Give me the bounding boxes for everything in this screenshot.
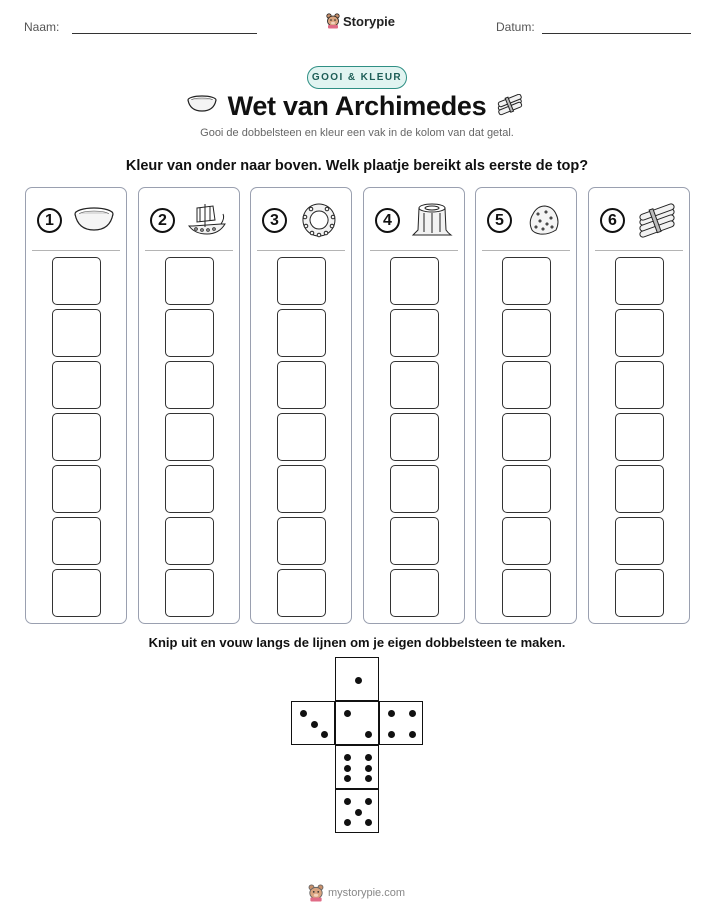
column-divider xyxy=(482,250,570,251)
storypie-bear-icon xyxy=(308,884,324,902)
cut-instruction: Knip uit en vouw langs de lijnen om je eigen dobbelsteen te maken. xyxy=(148,635,566,650)
column-number: 5 xyxy=(487,208,512,233)
column-divider xyxy=(145,250,233,251)
dice-pip xyxy=(409,710,416,717)
color-cell[interactable] xyxy=(52,309,101,357)
dice-pip xyxy=(365,819,372,826)
dice-pip xyxy=(300,710,307,717)
name-label: Naam: xyxy=(24,20,60,34)
dice-pip xyxy=(388,710,395,717)
instruction-text: Kleur van onder naar boven. Welk plaatje bereikt als eerste de top? xyxy=(125,158,589,174)
color-cell[interactable] xyxy=(615,361,664,409)
column-number: 3 xyxy=(262,208,287,233)
column-3 xyxy=(250,187,352,624)
storypie-bear-icon xyxy=(326,13,340,29)
dice-pip xyxy=(344,765,351,772)
dice-face-3 xyxy=(291,701,335,745)
subtitle: Gooi de dobbelsteen en kleur een vak in de kolom van dat getal. xyxy=(200,127,514,139)
dice-pip xyxy=(344,819,351,826)
color-cell[interactable] xyxy=(52,257,101,305)
activity-badge: GOOI & KLEUR xyxy=(307,66,407,89)
dice-face-6 xyxy=(335,745,379,789)
color-cell[interactable] xyxy=(390,569,439,617)
color-cell[interactable] xyxy=(390,257,439,305)
dice-pip xyxy=(365,775,372,782)
ship-icon xyxy=(185,200,229,240)
color-cell[interactable] xyxy=(502,413,551,461)
color-cell[interactable] xyxy=(277,309,326,357)
color-cell[interactable] xyxy=(390,361,439,409)
bowl-icon xyxy=(72,200,116,240)
color-cell[interactable] xyxy=(52,569,101,617)
dice-pip xyxy=(365,798,372,805)
color-cell[interactable] xyxy=(52,413,101,461)
color-cell[interactable] xyxy=(502,569,551,617)
color-cell[interactable] xyxy=(615,517,664,565)
dice-pip xyxy=(388,731,395,738)
dice-face-2 xyxy=(335,701,379,745)
dice-pip xyxy=(344,798,351,805)
brand-name: Storypie xyxy=(343,13,396,29)
dice-pip xyxy=(365,765,372,772)
color-cell[interactable] xyxy=(615,465,664,513)
dice-pip xyxy=(355,809,362,816)
color-cell[interactable] xyxy=(502,257,551,305)
color-cell[interactable] xyxy=(502,309,551,357)
column-2 xyxy=(138,187,240,624)
color-cell[interactable] xyxy=(502,361,551,409)
dice-pip xyxy=(321,731,328,738)
column-5 xyxy=(475,187,577,624)
column-divider xyxy=(32,250,120,251)
dice-pip xyxy=(344,775,351,782)
dice-pip xyxy=(409,731,416,738)
footer-url[interactable]: mystorypie.com xyxy=(328,887,406,899)
color-cell[interactable] xyxy=(165,309,214,357)
column-6 xyxy=(588,187,690,624)
color-cell[interactable] xyxy=(502,465,551,513)
name-line[interactable] xyxy=(72,33,257,34)
dice-face-1 xyxy=(335,657,379,701)
color-cell[interactable] xyxy=(52,517,101,565)
column-number: 6 xyxy=(600,208,625,233)
logs-icon xyxy=(635,200,679,240)
color-cell[interactable] xyxy=(502,517,551,565)
color-cell[interactable] xyxy=(615,257,664,305)
color-cell[interactable] xyxy=(165,361,214,409)
column-divider xyxy=(595,250,683,251)
color-cell[interactable] xyxy=(277,569,326,617)
color-cell[interactable] xyxy=(52,361,101,409)
stump-icon xyxy=(410,200,454,240)
color-cell[interactable] xyxy=(165,517,214,565)
dice-pip xyxy=(344,754,351,761)
dice-pip xyxy=(344,710,351,717)
color-cell[interactable] xyxy=(390,413,439,461)
column-number: 4 xyxy=(375,208,400,233)
color-cell[interactable] xyxy=(165,257,214,305)
color-cell[interactable] xyxy=(277,257,326,305)
color-cell[interactable] xyxy=(165,413,214,461)
column-divider xyxy=(370,250,458,251)
crown-icon xyxy=(297,200,341,240)
color-cell[interactable] xyxy=(615,309,664,357)
color-cell[interactable] xyxy=(615,569,664,617)
dice-pip xyxy=(355,677,362,684)
color-cell[interactable] xyxy=(390,465,439,513)
color-cell[interactable] xyxy=(165,569,214,617)
dice-pip xyxy=(311,721,318,728)
column-1 xyxy=(25,187,127,624)
column-divider xyxy=(257,250,345,251)
color-cell[interactable] xyxy=(615,413,664,461)
dice-face-4 xyxy=(379,701,423,745)
date-label: Datum: xyxy=(496,20,535,34)
color-cell[interactable] xyxy=(277,465,326,513)
page-title: Wet van Archimedes xyxy=(227,91,487,121)
color-cell[interactable] xyxy=(277,361,326,409)
footer xyxy=(308,884,405,902)
color-cell[interactable] xyxy=(277,413,326,461)
color-cell[interactable] xyxy=(390,309,439,357)
column-4 xyxy=(363,187,465,624)
rock-icon xyxy=(522,200,566,240)
dice-pip xyxy=(365,754,372,761)
logs-icon xyxy=(494,94,528,116)
column-number: 2 xyxy=(150,208,175,233)
color-cell[interactable] xyxy=(52,465,101,513)
dice-pip xyxy=(365,731,372,738)
color-cell[interactable] xyxy=(390,517,439,565)
column-number: 1 xyxy=(37,208,62,233)
date-line[interactable] xyxy=(542,33,691,34)
color-cell[interactable] xyxy=(165,465,214,513)
dice-face-5 xyxy=(335,789,379,833)
brand-logo xyxy=(326,13,395,29)
color-cell[interactable] xyxy=(277,517,326,565)
